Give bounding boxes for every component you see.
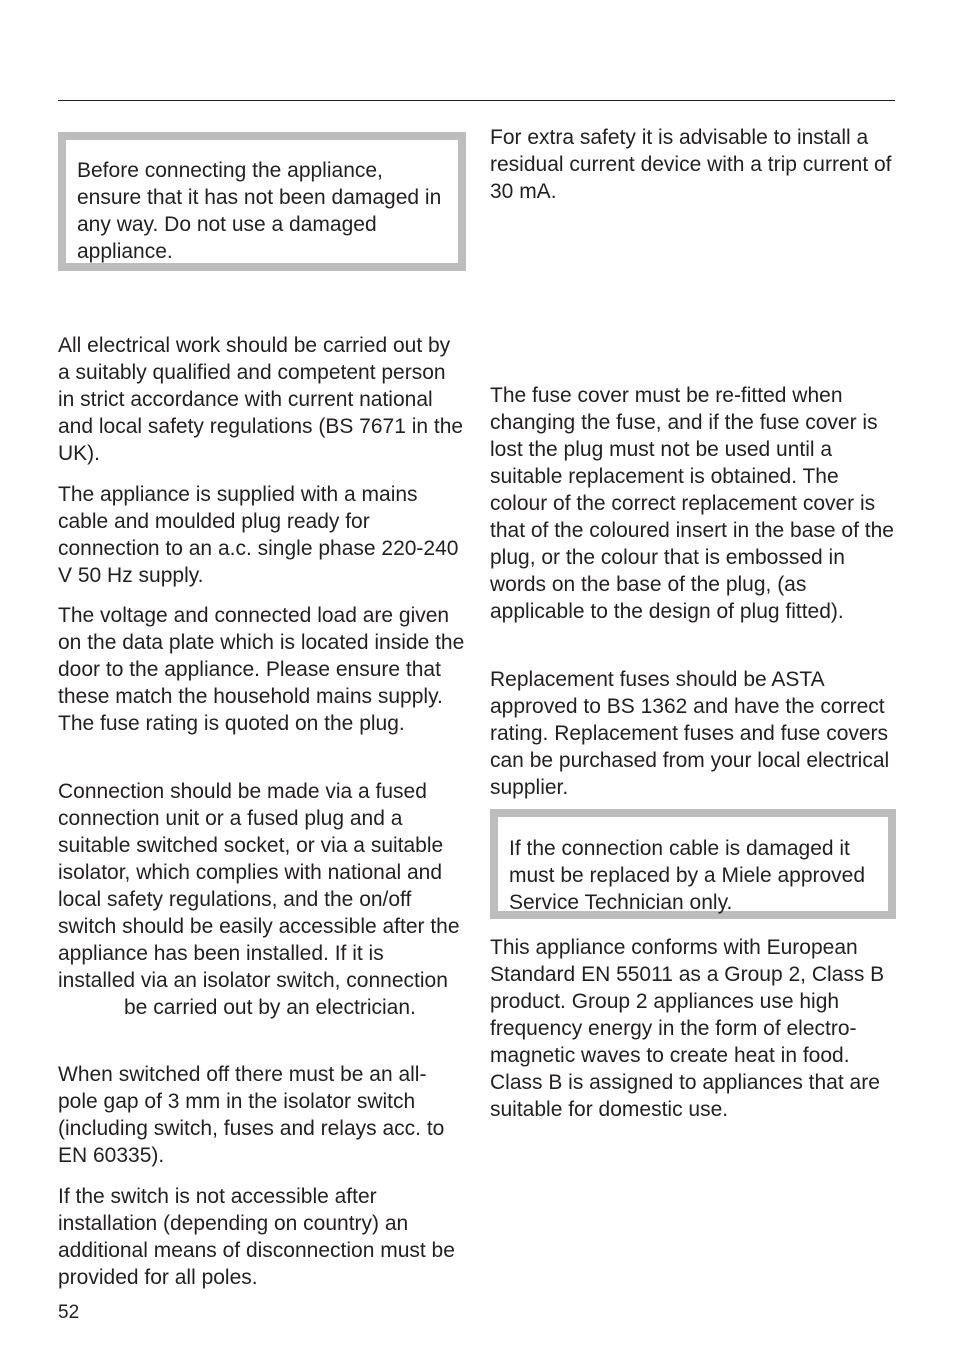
paragraph-disconnection: If the switch is not accessible after installation (depending on country) an additional means of disconnection must be provided for all poles. <box>58 1185 455 1289</box>
paragraph-voltage: The voltage and connected load are given on the data plate which is located inside the door to the appliance. Please ensure that these match the household mains supply. The fuse rating is quoted on the plug. <box>58 604 465 735</box>
paragraph-replacement-fuses: Replacement fuses should be ASTA approved to BS 1362 and have the correct rating. Replacement fuses and fuse covers can be purchased from your local electrical supplier. <box>490 668 890 799</box>
header-rule <box>58 100 895 101</box>
paragraph-fuse-cover: The fuse cover must be re-fitted when changing the fuse, and if the fuse cover is lost the plug must not be used until a suitable replacement is obtained. The colour of the correct replacement cover is that of the coloured insert in the base of the plug, or the colour that is embossed in words on the base of the plug, (as applicable to the design of plug fitted). <box>490 384 894 623</box>
warning-box-cable <box>490 809 896 919</box>
paragraph-connection-text-1: Connection should be made via a fused connection unit or a fused plug and a suitable switched socket, or via a suitable isolator, which complies with national and local safety regulations, and the on/off switch should be easily accessible after the appliance has been installed. If it is installed via an isolator switch, connection <box>58 780 460 992</box>
warning-text-damage: Before connecting the appliance, ensure that it has not been damaged in any way. Do not use a damaged appliance. <box>77 159 442 263</box>
paragraph-electrical-work: All electrical work should be carried out by a suitably qualified and competent person in strict accordance with current national and local safety regulations (BS 7671 in the UK). <box>58 334 464 465</box>
paragraph-residual-current: For extra safety it is advisable to install a residual current device with a trip current of 30 mA. <box>490 126 892 203</box>
warning-box-damage <box>58 132 466 271</box>
paragraph-en55011: This appliance conforms with European Standard EN 55011 as a Group 2, Class B product. Group 2 appliances use high frequency energy in the form of electro-magnetic waves to create heat in food. Class B is assigned to appliances that are suitable for domestic use. <box>490 936 885 1121</box>
paragraph-connection-text-3: carried out by an electrician. <box>153 996 416 1019</box>
paragraph-all-pole-gap: When switched off there must be an all-pole gap of 3 mm in the isolator switch (including switch, fuses and relays acc. to EN 60335). <box>58 1063 445 1167</box>
paragraph-connection-text-2: be <box>124 996 148 1019</box>
paragraph-connection <box>58 778 466 1021</box>
warning-text-cable: If the connection cable is damaged it must be replaced by a Miele approved Service Technician only. <box>509 837 866 914</box>
page-number: 52 <box>58 1302 80 1323</box>
paragraph-mains-cable: The appliance is supplied with a mains cable and moulded plug ready for connection to an a.c. single phase 220-240 V 50 Hz supply. <box>58 483 459 587</box>
